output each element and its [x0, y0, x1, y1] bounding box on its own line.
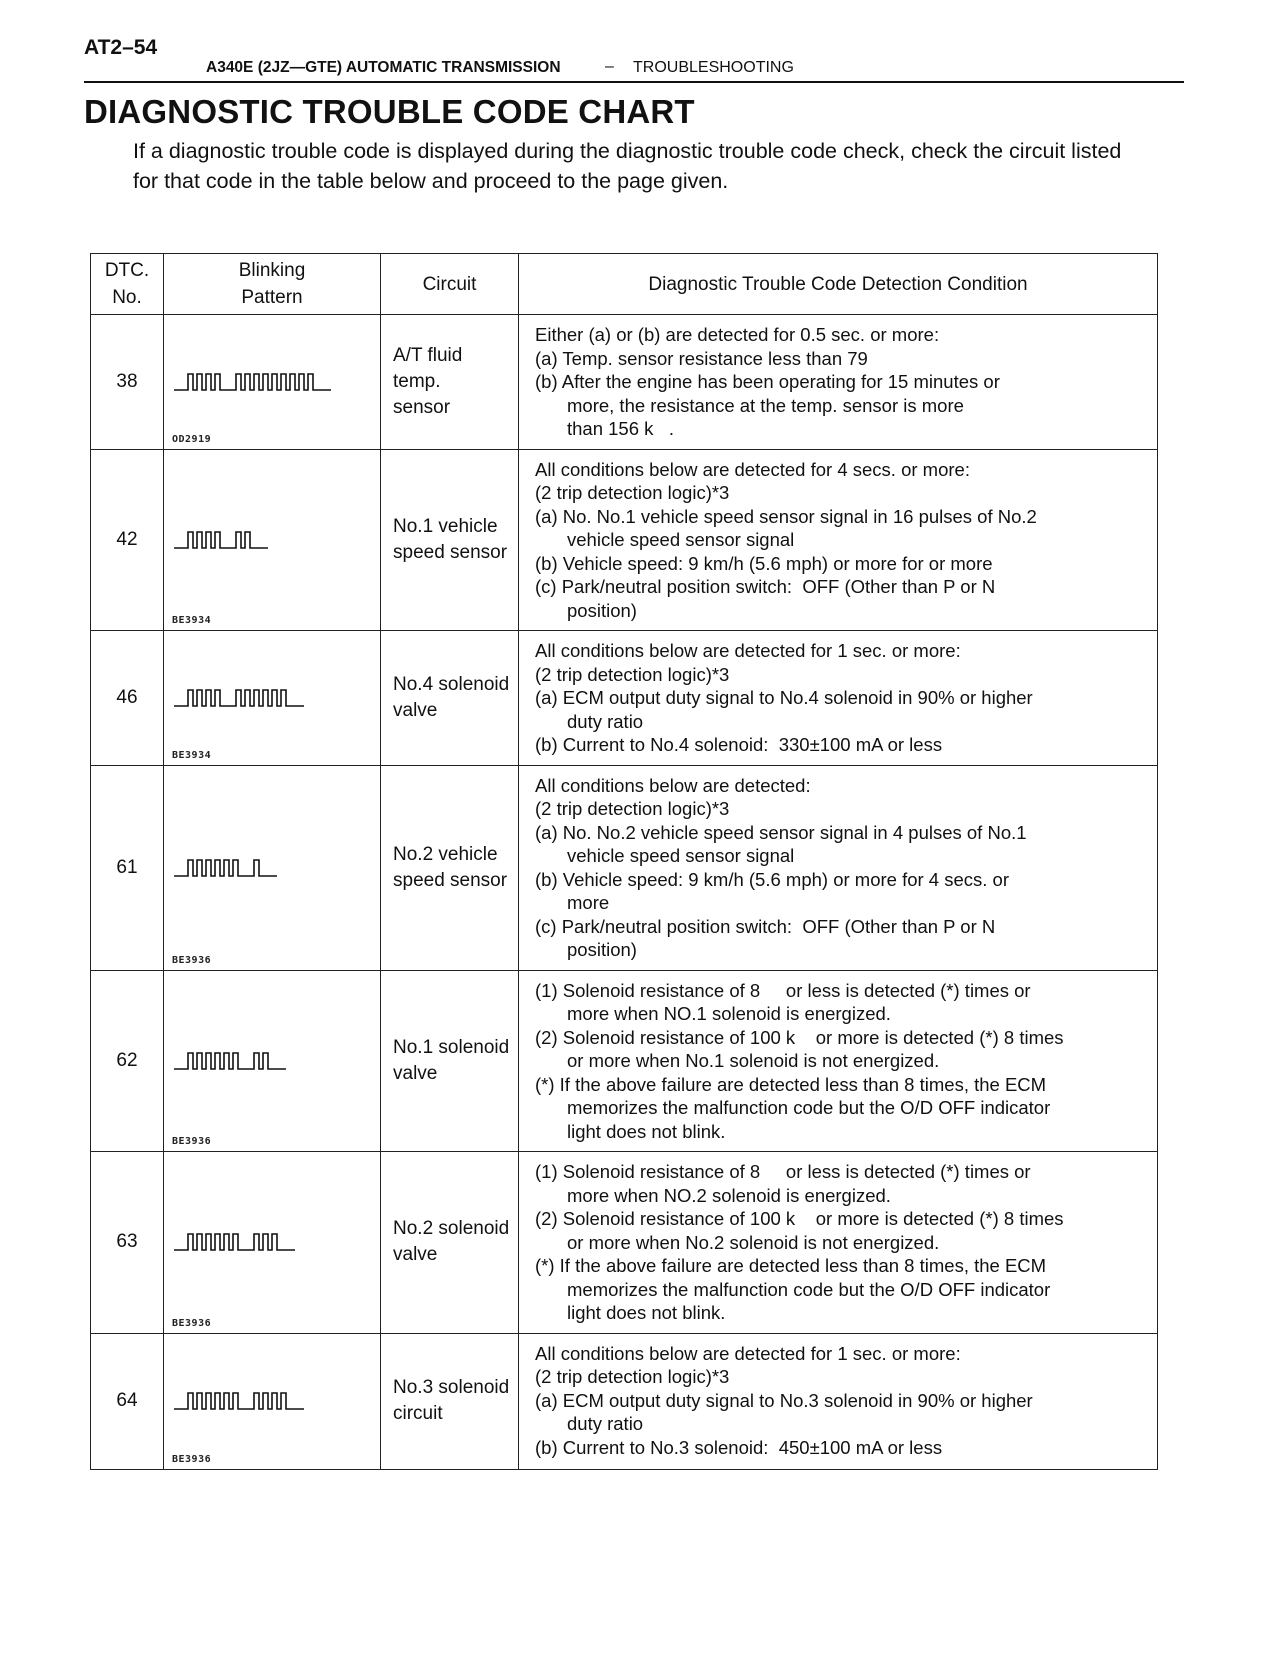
condition-line: Either (a) or (b) are detected for 0.5 sec. or more:	[535, 324, 940, 345]
condition-line: All conditions below are detected:	[535, 774, 811, 796]
condition-line: (2 trip detection logic)*3	[535, 663, 730, 685]
blinking-pattern-cell	[164, 1333, 381, 1469]
blinking-pattern-cell	[164, 315, 381, 450]
circuit-line: No.2 solenoid	[393, 1218, 510, 1240]
blinking-pattern-waveform	[174, 370, 364, 394]
dtc-table	[90, 253, 1158, 1470]
header-dtc-line: No.	[112, 287, 142, 308]
figure-code: BE3934	[172, 615, 212, 626]
circuit-line: valve	[393, 699, 438, 721]
pulse-train	[174, 1053, 286, 1069]
detection-condition	[519, 1152, 1158, 1334]
blinking-pattern-cell	[164, 765, 381, 970]
circuit-line: speed sensor	[393, 541, 508, 563]
condition-line: (b) Current to No.3 solenoid: 450±100 mA or less	[535, 1436, 943, 1458]
manual-title: A340E (2JZ—GTE) AUTOMATIC TRANSMISSION	[206, 59, 561, 76]
pulse-train	[174, 860, 277, 876]
condition-line: (2 trip detection logic)*3	[535, 798, 730, 819]
header-dtc-line: DTC.	[104, 260, 150, 281]
header-dtc-no	[91, 254, 164, 315]
blinking-pattern-waveform	[174, 1230, 364, 1254]
condition-line: (a) ECM output duty signal to No.3 solenoid in 90% or higher	[535, 1389, 1033, 1411]
condition-line: (2) Solenoid resistance of 100 k or more is detected (*) 8 times	[535, 1026, 1064, 1048]
detection-condition	[519, 315, 1158, 450]
circuit-line: No.1 solenoid	[393, 1036, 510, 1058]
circuit-line: No.4 solenoid	[393, 673, 510, 695]
circuit-line: valve	[393, 1062, 438, 1084]
header-pattern-line: Blinking	[238, 260, 306, 281]
page-title: DIAGNOSTIC TROUBLE CODE CHART	[84, 93, 695, 130]
dtc-code: 42	[91, 449, 164, 631]
page-number: AT2–54	[84, 36, 158, 59]
dtc-code: 38	[91, 315, 164, 450]
header-separator: –	[605, 58, 614, 75]
condition-line: (b) After the engine has been operating for 15 minutes or	[535, 371, 1000, 392]
condition-line: light does not blink.	[567, 1302, 726, 1323]
condition-line: (b) Vehicle speed: 9 km/h (5.6 mph) or more for or more	[535, 552, 993, 574]
dtc-code: 46	[91, 631, 164, 766]
dtc-code: 61	[91, 765, 164, 970]
blinking-pattern-waveform	[174, 686, 364, 710]
circuit-line: circuit	[393, 1403, 443, 1424]
detection-condition	[519, 449, 1158, 631]
condition-line: (*) If the above failure are detected less than 8 times, the ECM	[535, 1073, 1047, 1095]
condition-line: (a) No. No.2 vehicle speed sensor signal in 4 pulses of No.1	[535, 821, 1027, 843]
circuit-name	[381, 449, 519, 631]
circuit-name	[381, 315, 519, 450]
blinking-pattern-waveform	[174, 1389, 364, 1413]
condition-line: All conditions below are detected for 1 sec. or more:	[535, 640, 961, 661]
blinking-pattern-waveform	[174, 1049, 364, 1073]
circuit-line: No.2 vehicle	[393, 843, 498, 865]
dtc-row	[91, 1333, 1158, 1469]
circuit-name	[381, 1152, 519, 1334]
detection-condition	[519, 970, 1158, 1152]
circuit-name	[381, 765, 519, 970]
pulse-train	[174, 532, 268, 548]
condition-line: vehicle speed sensor signal	[567, 529, 795, 550]
circuit-line: No.3 solenoid	[393, 1377, 510, 1398]
dtc-code: 62	[91, 970, 164, 1152]
condition-line: All conditions below are detected for 4 secs. or more:	[535, 458, 970, 480]
header-pattern-line: Pattern	[241, 287, 303, 308]
condition-line: position)	[567, 599, 637, 621]
condition-line: (c) Park/neutral position switch: OFF (Other than P or N	[535, 915, 996, 937]
condition-line: more	[567, 892, 610, 913]
figure-code: BE3936	[172, 1136, 212, 1147]
dtc-code: 64	[91, 1333, 164, 1469]
blinking-pattern-cell	[164, 970, 381, 1152]
header-detection-condition: Diagnostic Trouble Code Detection Condition	[519, 254, 1158, 315]
header-circuit: Circuit	[381, 254, 519, 315]
condition-line: (a) Temp. sensor resistance less than 79	[535, 347, 868, 369]
condition-line: or more when No.1 solenoid is not energized.	[567, 1050, 940, 1071]
dtc-row	[91, 765, 1158, 970]
condition-line: (*) If the above failure are detected less than 8 times, the ECM	[535, 1255, 1047, 1276]
condition-line: (2) Solenoid resistance of 100 k or more is detected (*) 8 times	[535, 1208, 1064, 1229]
condition-line: more, the resistance at the temp. sensor is more	[567, 394, 964, 416]
intro-paragraph	[133, 136, 1203, 196]
blinking-pattern-waveform	[174, 528, 364, 552]
pulse-train	[174, 1393, 304, 1409]
condition-line: (c) Park/neutral position switch: OFF (Other than P or N	[535, 576, 996, 597]
detection-condition	[519, 765, 1158, 970]
condition-line: duty ratio	[567, 1413, 644, 1434]
condition-line: light does not blink.	[567, 1120, 726, 1142]
condition-line: memorizes the malfunction code but the O/D OFF indicator	[567, 1097, 1051, 1118]
circuit-line: A/T fluid	[393, 344, 463, 366]
condition-line: (2 trip detection logic)*3	[535, 482, 730, 503]
blinking-pattern-cell	[164, 631, 381, 766]
condition-line: (a) No. No.1 vehicle speed sensor signal in 16 pulses of No.2	[535, 505, 1037, 527]
condition-line: memorizes the malfunction code but the O/D OFF indicator	[567, 1278, 1051, 1300]
condition-line: more when NO.2 solenoid is energized.	[567, 1184, 891, 1206]
dtc-code: 63	[91, 1152, 164, 1334]
condition-line: than 156 k .	[567, 418, 674, 439]
pulse-train	[174, 690, 304, 706]
condition-line: vehicle speed sensor signal	[567, 845, 795, 866]
figure-code: BE3934	[172, 749, 212, 761]
blinking-pattern-cell	[164, 1152, 381, 1334]
condition-line: (2 trip detection logic)*3	[535, 1366, 730, 1387]
condition-line: (b) Current to No.4 solenoid: 330±100 mA or less	[535, 734, 943, 755]
circuit-name	[381, 631, 519, 766]
pulse-train	[174, 1234, 295, 1250]
condition-line: position)	[567, 939, 637, 960]
figure-code: BE3936	[172, 1317, 212, 1329]
blinking-pattern-waveform	[174, 856, 364, 880]
blinking-pattern-cell	[164, 449, 381, 631]
condition-line: duty ratio	[567, 710, 644, 732]
dtc-row	[91, 315, 1158, 450]
condition-line: (b) Vehicle speed: 9 km/h (5.6 mph) or more for 4 secs. or	[535, 868, 1009, 890]
circuit-line: speed sensor	[393, 869, 508, 891]
condition-line: (1) Solenoid resistance of 8 or less is detected (*) times or	[535, 1161, 1031, 1182]
circuit-line: No.1 vehicle	[393, 515, 498, 537]
intro-line: If a diagnostic trouble code is displayed during the diagnostic trouble code check, check the circuit listed	[133, 139, 1122, 163]
condition-line: more when NO.1 solenoid is energized.	[567, 1003, 891, 1024]
section-title: TROUBLESHOOTING	[633, 59, 794, 76]
circuit-name	[381, 1333, 519, 1469]
figure-code: BE3936	[172, 954, 212, 966]
condition-line: All conditions below are detected for 1 sec. or more:	[535, 1342, 961, 1364]
dtc-row	[91, 631, 1158, 766]
pulse-train	[174, 374, 331, 390]
condition-line: (1) Solenoid resistance of 8 or less is detected (*) times or	[535, 979, 1031, 1001]
intro-line: for that code in the table below and proceed to the page given.	[133, 169, 729, 193]
circuit-line: valve	[393, 1244, 438, 1266]
header-blinking-pattern	[164, 254, 381, 315]
dtc-row	[91, 449, 1158, 631]
circuit-line: sensor	[393, 396, 451, 418]
detection-condition	[519, 631, 1158, 766]
condition-line: or more when No.2 solenoid is not energized.	[567, 1231, 940, 1253]
figure-code: OD2919	[172, 433, 212, 445]
figure-code: BE3936	[172, 1453, 212, 1465]
dtc-row	[91, 1152, 1158, 1334]
circuit-name	[381, 970, 519, 1152]
condition-line: (a) ECM output duty signal to No.4 solenoid in 90% or higher	[535, 687, 1033, 708]
table-header-row	[91, 254, 1158, 315]
circuit-line: temp.	[393, 370, 441, 392]
dtc-row	[91, 970, 1158, 1152]
detection-condition	[519, 1333, 1158, 1469]
